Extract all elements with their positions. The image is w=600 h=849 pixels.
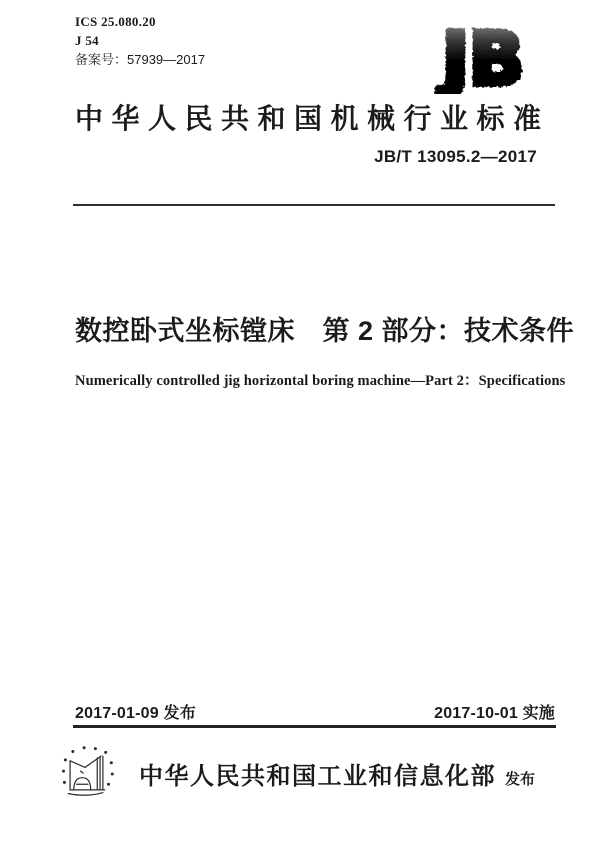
publisher-row <box>56 740 558 806</box>
ics-code: ICS 25.080.20 <box>75 14 156 29</box>
jb-logo <box>422 10 544 94</box>
implement-date: 2017-10-01 实施 <box>434 705 555 722</box>
header-divider <box>73 204 555 206</box>
publish-label: 发布 <box>504 770 535 788</box>
record-number: 备案号：57939—2017 <box>75 52 206 67</box>
date-row <box>75 700 555 723</box>
document-title-en: Numerically controlled jig horizontal boring machine—Part 2：Specifications <box>75 373 566 389</box>
classification-code: J 54 <box>75 32 99 48</box>
standard-code: JB/T 13095.2—2017 <box>374 147 537 166</box>
publisher-name: 中华人民共和国工业和信息化部 <box>138 762 496 790</box>
document-title-cn: 数控卧式坐标镗床 第 2 部分：技术条件 <box>75 316 575 346</box>
svg-text:JB: JB <box>442 17 524 94</box>
jb-logo-icon <box>422 10 544 94</box>
publisher-group <box>116 756 558 791</box>
issue-date: 2017-01-09 发布 <box>75 705 196 722</box>
meta-block <box>75 13 205 70</box>
ministry-emblem-icon <box>56 743 116 803</box>
footer-divider <box>73 725 556 728</box>
standard-family-title: 中华人民共和国机械行业标准 <box>75 103 550 134</box>
